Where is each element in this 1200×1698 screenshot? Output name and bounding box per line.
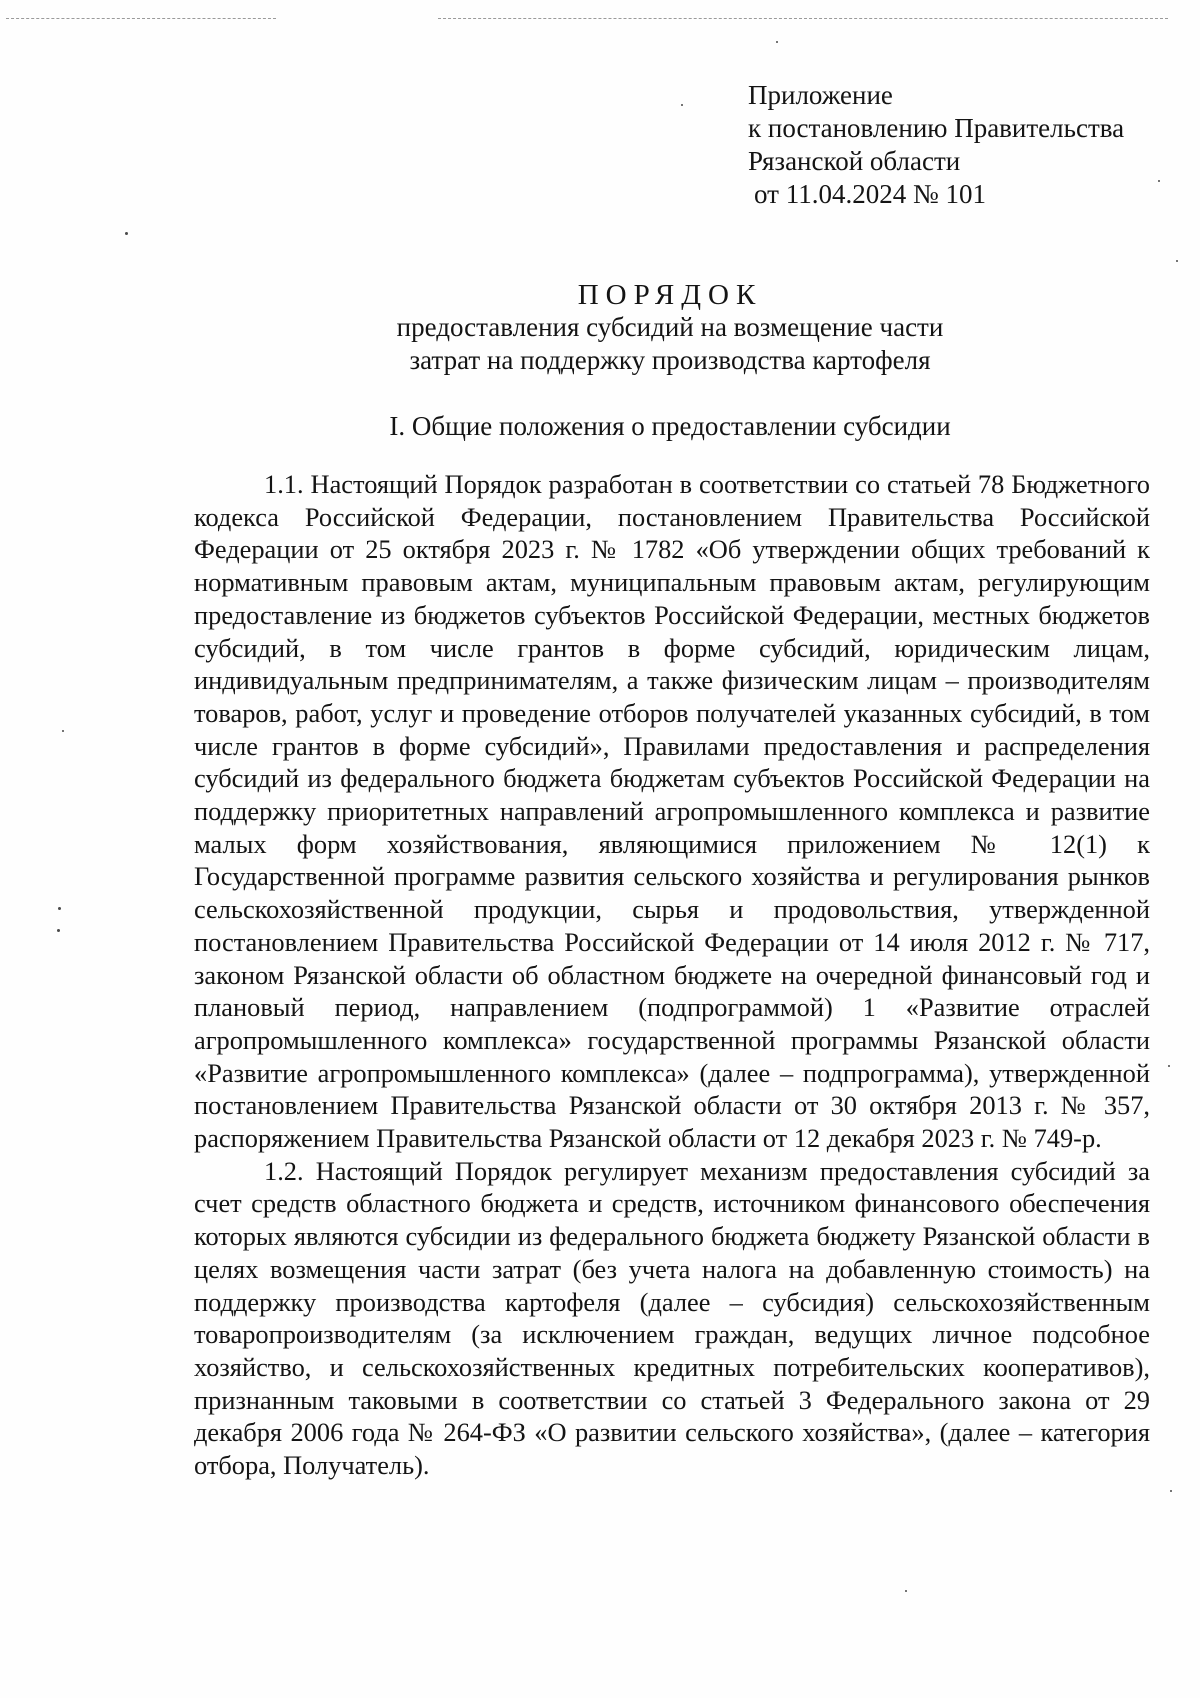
- scan-speck: [1170, 1490, 1172, 1492]
- scan-speck: [1176, 260, 1178, 262]
- scan-speck: [125, 232, 128, 235]
- document-body: [194, 468, 1150, 1482]
- document-title: ПОРЯДОК: [577, 279, 763, 311]
- document-subtitle-line-1: предоставления субсидий на возмещение части: [396, 312, 944, 342]
- scan-edge-mark: [6, 18, 276, 19]
- section-heading: I. Общие положения о предоставлении субсидии: [389, 411, 951, 441]
- scan-speck: [1168, 1065, 1170, 1067]
- scan-speck: [58, 907, 61, 910]
- approval-line-region: Рязанской области: [748, 146, 961, 176]
- scan-speck: [1158, 180, 1160, 182]
- approval-line-resolution: к постановлению Правительства: [748, 113, 1125, 143]
- paragraph-1-1: 1.1. Настоящий Порядок разработан в соответствии со статьей 78 Бюджетного кодекса Российской Федерации, постановлением Правительства Российской Федерации от 25 октября 2023 г. № 1782 «Об утверждении общих требований к нормативным правовым актам, муниципальным правовым актам, регулирующим предоставление из бюджетов субъектов Российской Федерации, местных бюджетов субсидий, в том числе грантов в форме субсидий, юридическим лицам, индивидуальным предпринимателям, а также физическим лицам – производителям товаров, работ, услуг и проведение отборов получателей указанных субсидий, в том числе грантов в форме субсидий», Правилами предоставления и распределения субсидий из федерального бюджета бюджетам субъектов Российской Федерации на поддержку приоритетных направлений агропромышленного комплекса и развитие малых форм хозяйствования, являющимися приложением № 12(1) к Государственной программе развития сельского хозяйства и регулирования рынков сельскохозяйственной продукции, сырья и продовольствия, утвержденной постановлением Правительства Российской Федерации от 14 июля 2012 г. № 717, законом Рязанской области об областном бюджете на очередной финансовый год и плановый период, направлением (подпрограммой) 1 «Развитие отраслей агропромышленного комплекса» государственной программы Рязанской области «Развитие агропромышленного комплекса» (далее – подпрограмма), утвержденной постановлением Правительства Рязанской области от 30 октября 2013 г. № 357, распоряжением Правительства Рязанской области от 12 декабря 2023 г. № 749-р.: [194, 469, 1150, 1154]
- approval-block: [748, 79, 1124, 211]
- approval-line-appendix: Приложение: [748, 80, 893, 110]
- scan-speck: [681, 104, 683, 106]
- document-subtitle-line-2: затрат на поддержку производства картофеля: [409, 345, 931, 375]
- scan-speck: [905, 1590, 907, 1592]
- scan-edge-mark: [438, 18, 1168, 19]
- scan-speck: [57, 929, 60, 932]
- scan-speck: [776, 41, 778, 43]
- scan-speck: [62, 730, 64, 732]
- paragraph-1-2: 1.2. Настоящий Порядок регулирует механизм предоставления субсидий за счет средств областного бюджета и средств, источником финансового обеспечения которых являются субсидии из федерального бюджета бюджету Рязанской области в целях возмещения части затрат (без учета налога на добавленную стоимость) на поддержку производства картофеля (далее – субсидия) сельскохозяйственным товаропроизводителям (за исключением граждан, ведущих личное подсобное хозяйство, и сельскохозяйственных кредитных потребительских кооперативов), признанным таковыми в соответствии со статьей 3 Федерального закона от 29 декабря 2006 года № 264-ФЗ «О развитии сельского хозяйства», (далее – категория отбора, Получатель).: [194, 1155, 1150, 1481]
- approval-line-date: от 11.04.2024 № 101: [754, 179, 986, 209]
